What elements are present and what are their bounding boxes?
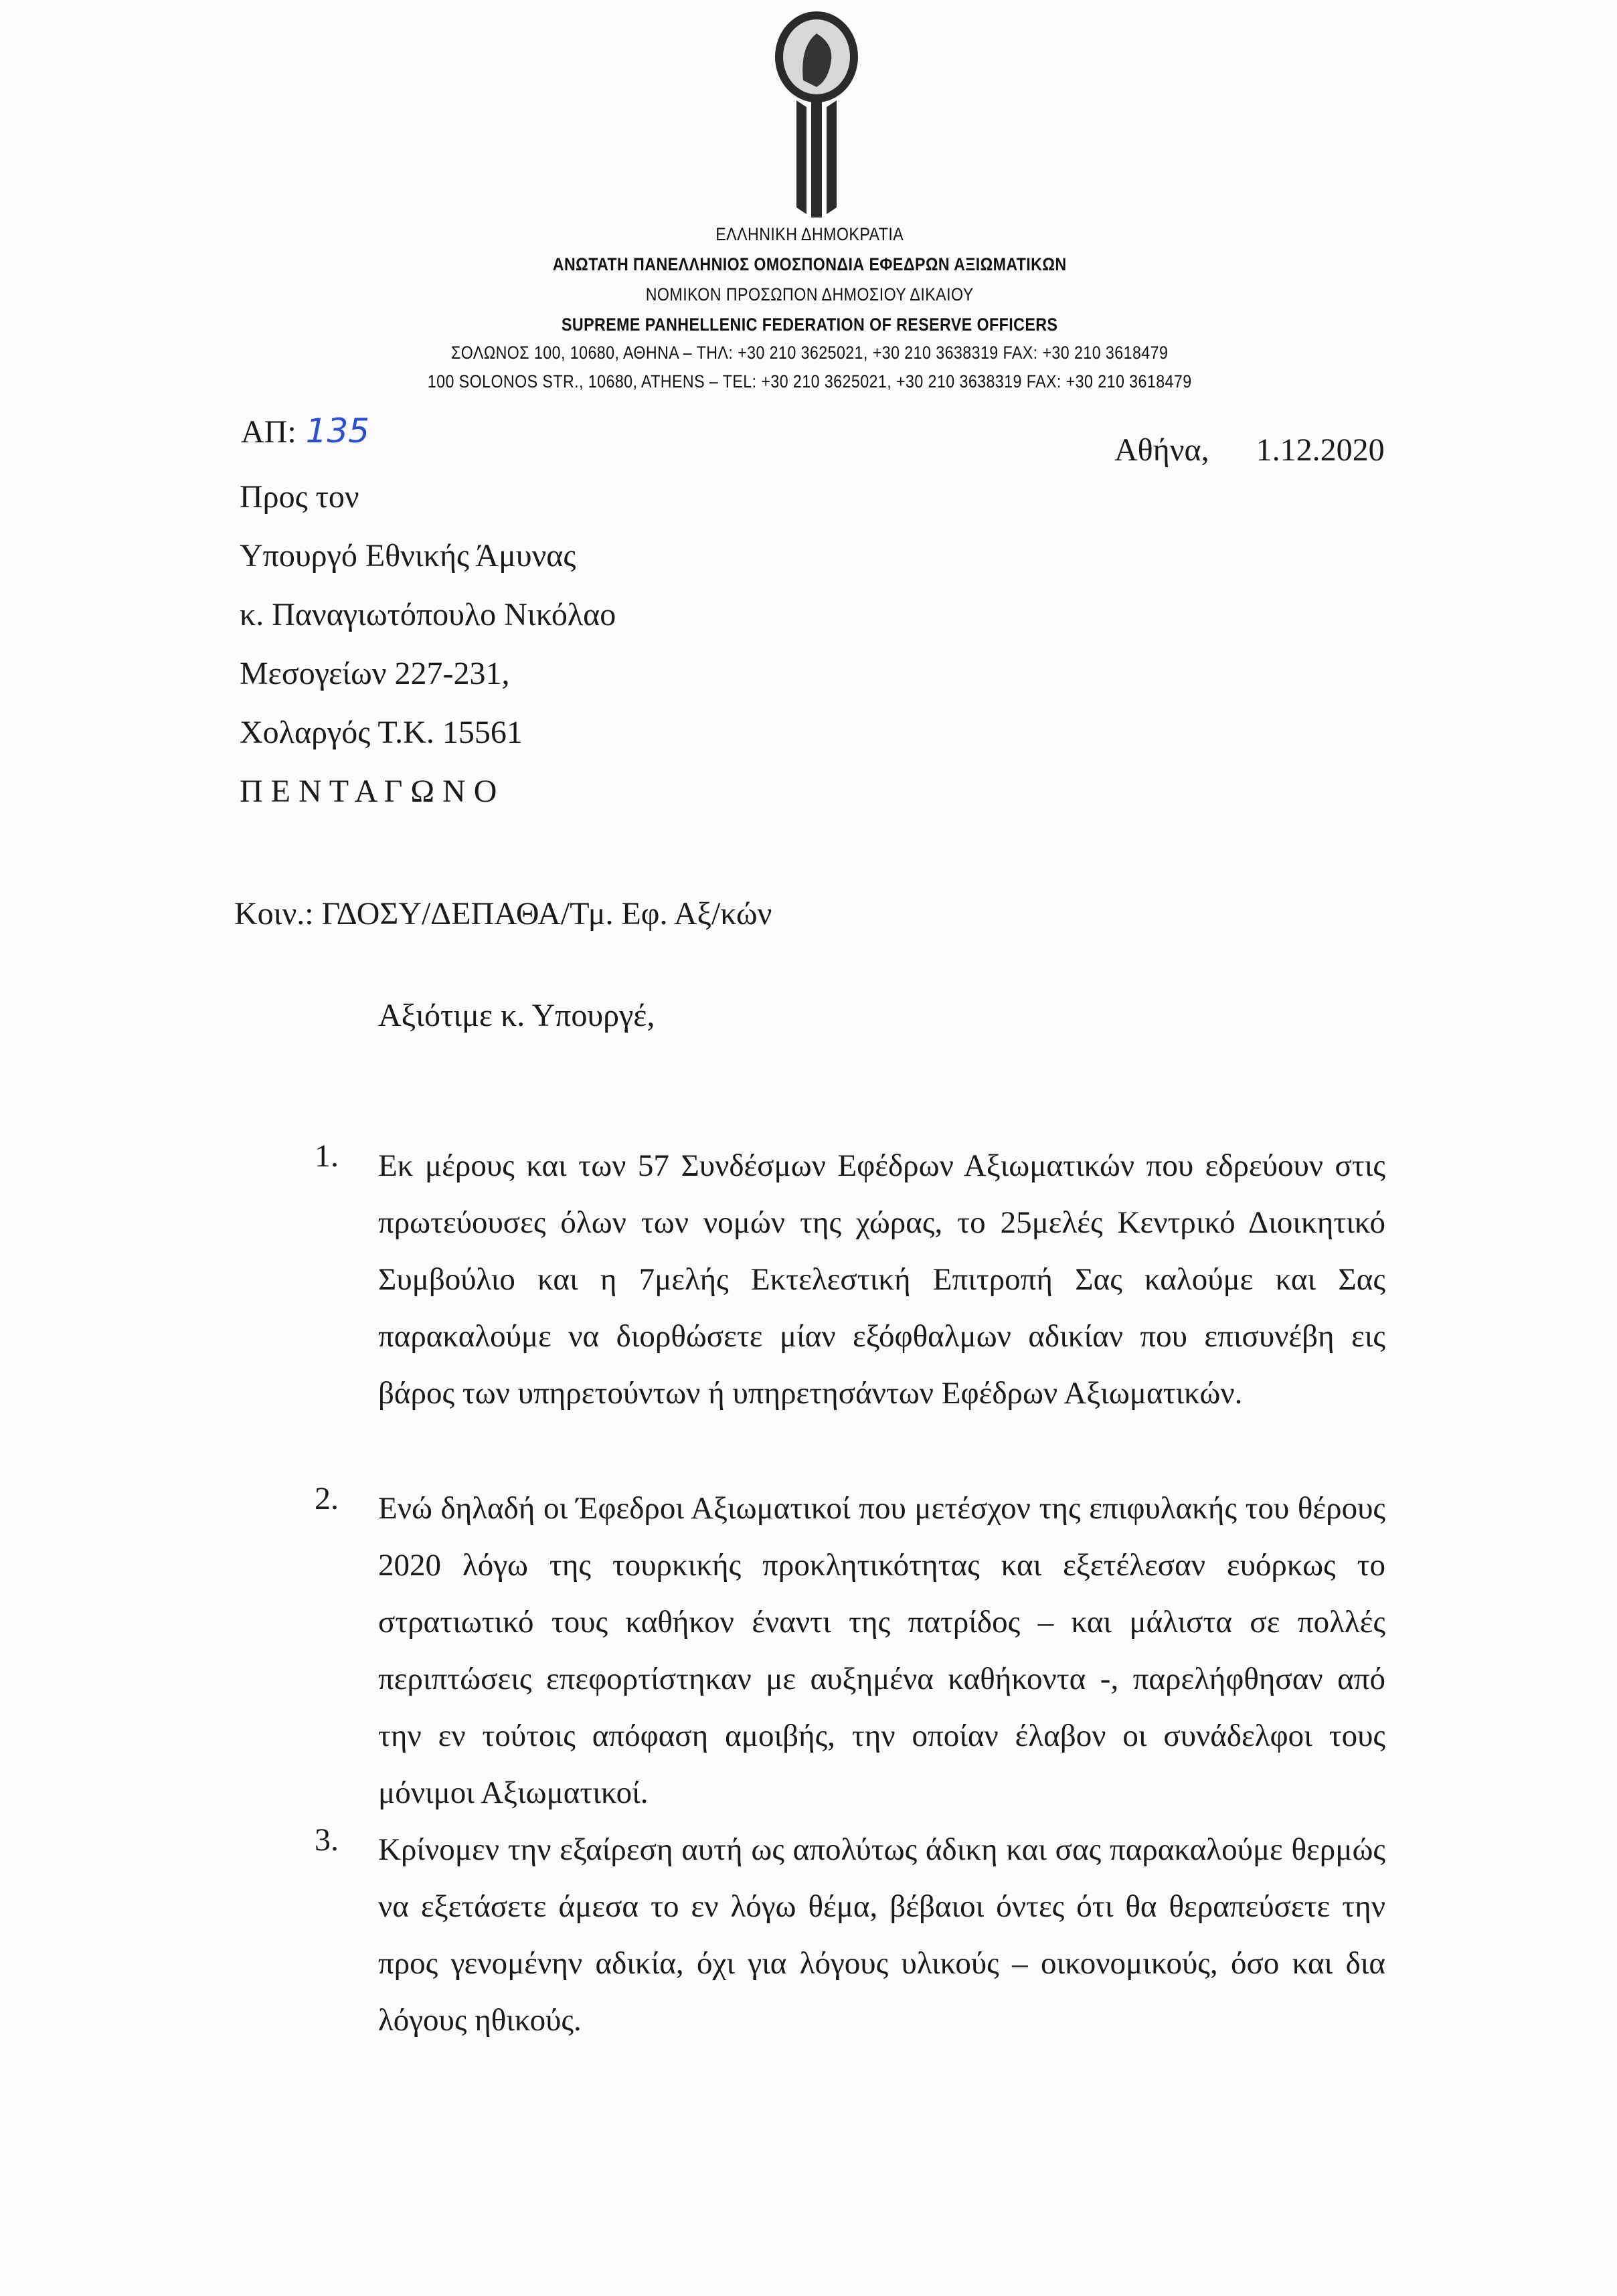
letterhead-line: ΑΝΩΤΑΤΗ ΠΑΝΕΛΛΗΝΙΟΣ ΟΜΟΣΠΟΝΔΙΑ ΕΦΕΔΡΩΝ ΑΞΙΩΜΑΤΙΚΩΝ (552, 254, 1067, 274)
paragraph-text: Ενώ δηλαδή οι Έφεδροι Αξιωματικοί που μετέσχον της επιφυλακής του θέρους 2020 λόγω της τουρκικής προκλητικότητας και εξετέλεσαν ευόρκως το στρατιωτικό τους καθήκον έναντι της πατρίδος – και μάλιστα σε πολλές περιπτώσεις επεφορτίστηκαν με αυξημένα καθήκοντα -, παρελήφθησαν από την εν τούτοις απόφαση αμοιβής, την οποίαν έλαβον οι συνάδελφοι τους μόνιμοι Αξιωματικοί. (378, 1491, 1385, 1810)
federation-emblem (770, 7, 863, 221)
reference-label: ΑΠ: (241, 414, 296, 450)
letterhead-line: 100 SOLONOS STR., 10680, ATHENS – TEL: +30 210 3625021, +30 210 3638319 FAX: +30 210 3618479 (427, 371, 1192, 391)
cc-line: Κοιν.: ΓΔΟΣΥ/ΔΕΠΑΘΑ/Τμ. Εφ. Αξ/κών (234, 896, 772, 932)
paragraph-number: 2. (315, 1481, 339, 1516)
recipient-line: Προς τον (240, 479, 359, 515)
recipient-line: Π Ε Ν Τ Α Γ Ω Ν Ο (240, 774, 497, 809)
paragraph-text: Εκ μέρους και των 57 Συνδέσμων Εφέδρων Αξιωματικών που εδρεύουν στις πρωτεύουσες όλων των νομών της χώρας, το 25μελές Κεντρικό Διοικητικό Συμβούλιο και η 7μελής Εκτελεστική Επιτροπή Σας καλούμε και Σας παρακαλούμε να διορθώσετε μίαν εξόφθαλμων αδικίαν που επισυνέβη εις βάρος των υπηρετούντων ή υπηρετησάντων Εφέδρων Αξιωματικών. (378, 1148, 1385, 1411)
paragraph-number: 3. (315, 1822, 339, 1858)
letterhead-line: ΕΛΛΗΝΙΚΗ ΔΗΜΟΚΡΑΤΙΑ (715, 224, 904, 244)
letterhead-line: ΝΟΜΙΚΟΝ ΠΡΟΣΩΠΟΝ ΔΗΜΟΣΙΟΥ ΔΙΚΑΙΟΥ (645, 284, 974, 304)
date-line (1114, 432, 1385, 468)
paragraph-text: Κρίνομεν την εξαίρεση αυτή ως απολύτως άδικη και σας παρακαλούμε θερμώς να εξετάσετε άμεσα το εν λόγω θέμα, βέβαιοι όντες ότι θα θεραπεύσετε την προς γενομένην αδικία, όχι για λόγους υλικούς – οικονομικούς, όσο και δια λόγους ηθικούς. (378, 1832, 1385, 2038)
recipient-line: Χολαργός Τ.Κ. 15561 (240, 715, 523, 750)
reference-handwritten-number: 135 (305, 412, 370, 450)
reference-number (241, 412, 369, 450)
salutation: Αξιότιμε κ. Υπουργέ, (378, 998, 655, 1033)
date-city: Αθήνα, (1114, 432, 1209, 468)
recipient-line: Μεσογείων 227-231, (240, 656, 510, 691)
numbered-paragraph (315, 1480, 1385, 1822)
recipient-line: Υπουργό Εθνικής Άμυνας (240, 538, 576, 573)
date-value: 1.12.2020 (1256, 432, 1385, 468)
letterhead-line: ΣΟΛΩΝΟΣ 100, 10680, ΑΘΗΝΑ – ΤΗΛ: +30 210 3625021, +30 210 3638319 FAX: +30 210 3618479 (451, 343, 1169, 363)
numbered-paragraph (315, 1138, 1385, 1422)
letterhead-line: SUPREME PANHELLENIC FEDERATION OF RESERVE OFFICERS (561, 315, 1058, 335)
paragraph-number: 1. (315, 1138, 339, 1174)
numbered-paragraph (315, 1822, 1385, 2049)
recipient-line: κ. Παναγιωτόπουλο Νικόλαο (240, 597, 616, 632)
